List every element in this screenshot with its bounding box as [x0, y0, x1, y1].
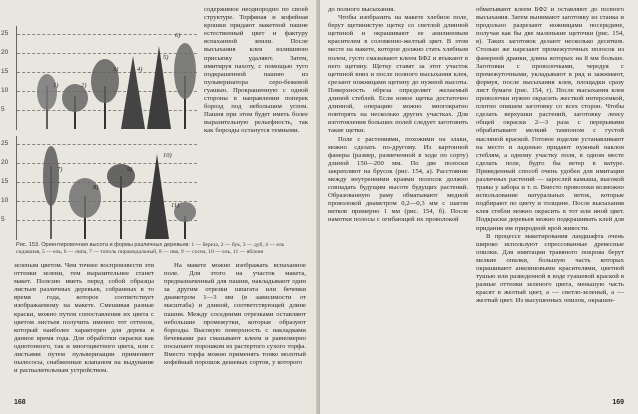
paragraph: На макете можно изображать вспаханное поле. Для этого на участок макета, предназначенный для пашни, накладывают один за другим отрезки шпагата или бечевки диаметром 1—3 мм (в зависимости от масштаба) и длиной, соответствующей длине пашни. Между соседними отрезками оставляют небольшие промежутки, которые образуют борозды. Высокую поверхность с накладками бечевками раз смазывают клеем и равномерно посыпают порошком из растертого сухого торфа. Вместо торфа можно применять тонко молотый кофейный порошок дешевых сортов, у которого	[164, 262, 306, 367]
y-tick: 10	[1, 87, 9, 94]
paragraph: Поле с растениями, похожими на злаки, можно сделать по-другому. Из картонной фанеры (размер, размеченной в ходе по сорту) длиной 150—200 мм. По две полоски закрепляют на брусок (рис. 154, а). Расстояние между внутренними краями полосок должно совпадать будущим высоте будущих растений. Образованную раму обматывают медной проволокой диаметром 0,2—0,3 мм с шагом витков примерно 1 мм (рис. 154, б). После намотки полосы с огибающей их проволокой	[328, 135, 468, 224]
figure-caption	[16, 242, 306, 255]
right-page	[320, 0, 638, 414]
tree-label: 3)	[113, 66, 119, 73]
tree-label: 4)	[137, 66, 143, 73]
y-tick: 5	[1, 216, 5, 223]
y-tick: 10	[1, 197, 9, 204]
paragraph: зеленым цветом. Чем точнее воспроизвести эти оттенки зелени, тем выразительнее станет макет. Полезно иметь перед собой образцы листьев различных деревьев, собранных в то время года, которое соответствует изображаемому на макете. Смешивая разные краски, можно путем сопоставления их цвета с цветом листьев получить именно тот оттенок, который наиболее характерен для дерева в данное время года. Для обработки окраски как однотонного, так и многоцветного цвета, или с листьями путем пульверизации применяют пылесосы, снабженные клапаном на выдувание и распылительным устройством.	[14, 262, 154, 375]
paragraph: Чтобы изобразить на макете хлебное поле, берут щетинистую щетку со светлой длинной щетиной и окрашивают ее анилиновым красителем в соломенно-желтый цвет. В этом месте на макете, которое должно стать хлебным полем, густо смазывают клеем БФ2 и втыкают в него щетину. Щетку ставят за этот участок щетиной вниз и после полного высыхания клея, срезают ножницами щетину до нужной высоты. Поверхность обреза определяет желаемый длиной стеблей. Если новое щетка достаточно длинной, операцию можно многократно повторять на несколько других участках. Для изготовления больших полей следует заготовить такие щетки.	[328, 14, 468, 135]
tree-linden-icon	[174, 43, 196, 129]
tree-label: 7)	[57, 166, 63, 173]
figure-panel-top	[1, 26, 197, 130]
y-tick: 25	[1, 30, 9, 37]
tree-label: 10)	[163, 152, 172, 159]
y-tick: 15	[1, 178, 9, 185]
text-column-left	[328, 6, 468, 225]
tree-label: 8)	[93, 184, 99, 191]
tree-label: 1)	[53, 82, 59, 89]
trees-row-top	[17, 26, 197, 130]
tree-label: 5)	[163, 54, 169, 61]
paragraph: В процессе макетирования ландшафта очень широко используют спрессованные древесные опилки. Для имитации травяного покрова берут мелкие опилки, большую часть которых окрашивают анилиновыми красителями, цветной тушью или разведенной в воде гуашевой краской в разные оттенки зеленого цвета, меньшую часть красят в желтый цвет, а — светло-зеленый, а — желтый цвет. Из высушенных опилок, окрашен-	[476, 232, 624, 305]
caption-title: Рис. 153. Ориентировочная высота и формы различных деревьев:	[16, 242, 190, 248]
tree-label: 2)	[81, 82, 87, 89]
y-tick: 20	[1, 159, 9, 166]
tree-label: 6)	[175, 32, 181, 39]
y-tick: 25	[1, 140, 9, 147]
left-page	[0, 0, 318, 414]
tree-label: 11)	[171, 202, 180, 209]
tree-pine-icon	[107, 164, 135, 239]
tree-beech-icon	[62, 84, 88, 129]
page-number: 168	[14, 399, 26, 406]
y-tick: 5	[1, 106, 5, 113]
text-column-right	[164, 262, 306, 367]
text-column-top-right	[204, 6, 308, 136]
figure-panel-bottom	[1, 136, 197, 240]
paragraph: до полного высыхания.	[328, 6, 395, 13]
paragraph: обматывают клеем БФ2 и оставляют до полного высыхания. Затем вынимают заготовку из станка и продольно разрезают ножницами посередине, получая как бы две маленькие щеточки (рис. 154, в). Таких заготовок делают несколько десятков. Столько же нарезают промежуточных полосок из фанерной дранки, длина которых на 8 мм больше. Заготовки с проволочками, чередуя с промежуточными, укладывают в ряд и зажимают, формуя, после высыхания клея, площадки сразу лист бумаги (рис. 154, г). После высыхания клея проволочки нужно окрасить жесткой интерсемкой, плотно опишем заготовку со всех сторон. Чтобы сделать верхушки растений, заготовку ленсу общей окраски 2—3 раза с перерывами обрабатывают мелкий тампоном с густой масляной краской. Готовое изделие устанавливают на место и ладонью придают нужный наклон стеблям, а одному участку поля, в одном месте сделать поле, будто бы ветер в ватуре. Приведенный способ очень удобен для имитации различных растений — зарослей камыша, высокой травы у забора и т. п. Вместо проволоки возможно использование натуральных веток, которые подбирают по цвету и толщине. После высыхания клея стебли можно окрасить в тот или иной цвет. Подкраски деревьев можно подкрашивать клей для придания им природной ярой живости.	[476, 6, 624, 232]
tree-label: 9)	[127, 166, 133, 173]
text-column-left	[14, 262, 154, 375]
text-column-right	[476, 6, 624, 305]
y-tick: 15	[1, 68, 9, 75]
y-tick: 20	[1, 49, 9, 56]
tree-poplar-icon	[43, 146, 59, 239]
paragraph: содержимое неоднородно по своей структуре. Торфяная и кофейная крошки придают макетной пашне естественный цвет и фактуру вспаханной земли. После высыхания клея излишнюю присыпку удаляют. Затем, имитируя пахоту, с помощью туго подкрашенной пашню из пульверизатора серо-бежевой гуашью. Прокрашенную с одной стороны в направлении поперек борозд под небольшим углом. Пашня при этом будет иметь более выразительную рельефность, так как борозды останутся темными.	[204, 6, 308, 135]
caption-body: 1 — береза, 2 — бук, 3 — дуб, 4 — ель сидашная, 5 — ель, 6 — липа, 7 — тополь пирамидальный, 8 — ива, 9 — сосна, 10 — ель, 11 — яблоня	[16, 242, 285, 255]
tree-spruce-tall-icon	[145, 154, 169, 239]
page-number: 169	[612, 399, 624, 406]
